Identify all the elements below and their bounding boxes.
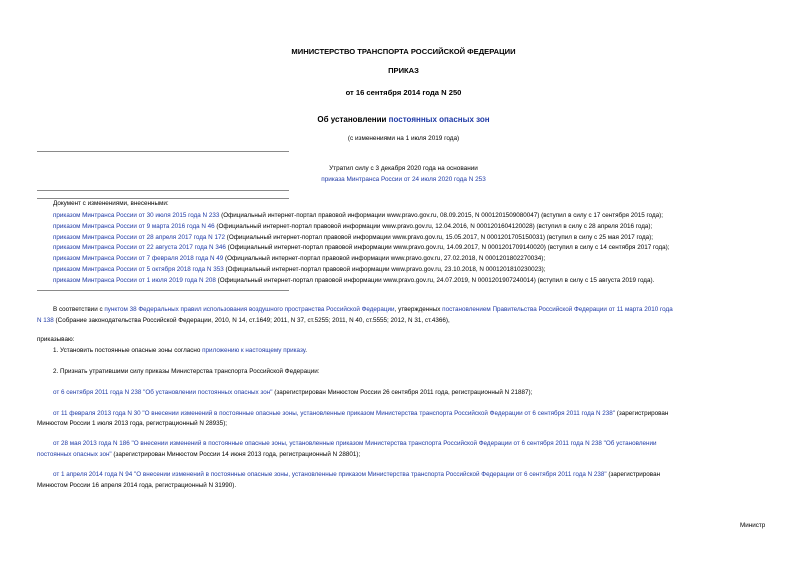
repealed-order-3-cont [37, 450, 360, 459]
change-item [53, 276, 654, 285]
repealed-order-text: (зарегистрирован Минюстом России 14 июня 2013 года, регистрационный N 28801); [111, 451, 361, 458]
revision-note: (с изменениями на 1 июля 2019 года) [347, 135, 460, 142]
change-item [53, 254, 545, 263]
change-item [53, 211, 663, 220]
repealed-order-link[interactable]: от 11 февраля 2013 года N 30 "О внесении изменений в постоянные опасные зоны, установленные приказом Министерства транспорта Российской Федерации от 6 сентября 2011 года N 238" [53, 410, 616, 417]
change-item-text: (Официальный интернет-портал правовой информации www.pravo.gov.ru, 12.04.2016, N 0001201604120028) (вступил в силу с 28 апреля 2016 года); [214, 223, 653, 230]
doc-title-link[interactable]: постоянных опасных зон [388, 115, 490, 124]
government-decree-link-number[interactable]: N 138 [37, 317, 54, 324]
change-item [53, 233, 653, 242]
repealed-order-4-cont: Минюстом России 16 апреля 2014 года, регистрационный N 31990). [37, 482, 237, 489]
preamble-text: В соответствии с [53, 306, 105, 313]
doc-date-number: от 16 сентября 2014 года N 250 [345, 88, 462, 97]
change-item [53, 222, 652, 231]
repealed-order-2 [53, 409, 668, 418]
change-item-text: (Официальный интернет-портал правовой информации www.pravo.gov.ru, 14.09.2017, N 0001201709140020) (вступил в силу с 14 сентября 2017 года); [225, 244, 670, 251]
doc-title [0, 115, 807, 124]
order-item-text: 1. Установить постоянные опасные зоны согласно [53, 347, 203, 354]
change-item-text: (Официальный интернет-портал правовой информации www.pravo.gov.ru, 08.09.2015, N 0001201509080047) (вступил в силу с 17 сентября 2015 года); [219, 212, 664, 219]
order-item-1 [53, 346, 307, 355]
change-item-link[interactable]: приказом Минтранса России от 1 июля 2019 года N 208 [53, 277, 216, 284]
change-item-text: (Официальный интернет-портал правовой информации www.pravo.gov.ru, 15.05.2017, N 0001201705150031) (вступил в силу с 25 мая 2017 года); [224, 234, 653, 241]
separator-line [37, 190, 289, 191]
change-item-text: (Официальный интернет-портал правовой информации www.pravo.gov.ru, 24.07.2019, N 0001201907240014) (вступил в силу с 15 августа 2019 года). [215, 277, 655, 284]
change-item-link[interactable]: приказом Минтранса России от 9 марта 2016 года N 46 [53, 223, 215, 230]
repealed-order-3 [53, 439, 657, 448]
preamble-text: (Собрание законодательства Российской Федерации, 2010, N 14, ст.1649; 2011, N 37, ст.5255; 2011, N 40, ст.5555; 2012, N 31, ст.4366), [53, 317, 450, 324]
change-item-link[interactable]: приказом Минтранса России от 22 августа 2017 года N 346 [53, 244, 226, 251]
repealed-order-1 [53, 388, 532, 397]
change-item-text: (Официальный интернет-портал правовой информации www.pravo.gov.ru, 23.10.2018, N 0001201810230023); [223, 266, 546, 273]
doc-title-text: Об установлении [317, 115, 389, 124]
ministry-title: МИНИСТЕРСТВО ТРАНСПОРТА РОССИЙСКОЙ ФЕДЕРАЦИИ [291, 47, 516, 56]
orders-heading: приказываю: [37, 336, 75, 343]
separator-line [37, 151, 289, 152]
order-item-2: 2. Признать утратившими силу приказы Министерства транспорта Российской Федерации: [53, 368, 320, 375]
change-item-link[interactable]: приказом Минтранса России от 30 июля 2015 года N 233 [53, 212, 220, 219]
preamble-line-2 [37, 316, 450, 325]
changes-intro: Документ с изменениями, внесенными: [53, 200, 169, 207]
change-item [53, 265, 546, 274]
repealed-order-2-cont: Минюстом России 1 июля 2013 года, регистрационный N 28935); [37, 420, 228, 427]
repealed-order-link[interactable]: от 28 мая 2013 года N 186 "О внесении изменений в постоянные опасные зоны, установленные приказом Министерства транспорта Российской Федерации от 6 сентября 2011 года N 238 "Об установлении [53, 440, 657, 447]
order-item-text: . [305, 347, 308, 354]
preamble-text: , утвержденных [394, 306, 443, 313]
government-decree-link[interactable]: постановлением Правительства Российской Федерации от 11 марта 2010 года [442, 306, 673, 313]
repealed-order-text: (зарегистрирован Минюстом России 26 сентября 2011 года, регистрационный N 21887); [272, 389, 533, 396]
change-item-link[interactable]: приказом Минтранса России от 28 апреля 2017 года N 172 [53, 234, 225, 241]
change-item-link[interactable]: приказом Минтранса России от 5 октября 2018 года N 353 [53, 266, 224, 273]
change-item [53, 243, 670, 252]
repealed-order-4 [53, 470, 660, 479]
preamble-line-1 [53, 305, 673, 314]
repeal-order-link[interactable]: приказа Минтранса России от 24 июля 2020 года N 253 [321, 176, 486, 183]
change-item-link[interactable]: приказом Минтранса России от 7 февраля 2018 года N 49 [53, 255, 224, 262]
separator-line [37, 290, 289, 291]
doc-type: ПРИКАЗ [388, 66, 419, 75]
repealed-order-link[interactable]: от 1 апреля 2014 года N 94 "О внесении изменений в постоянные опасные зоны, установленные приказом Министерства транспорта Российской Федерации от 6 сентября 2011 года N 238" [53, 471, 607, 478]
rules-link[interactable]: пунктом 38 Федеральных правил использования воздушного пространства Российской Федерации [104, 306, 395, 313]
signature-title: Министр [740, 522, 766, 529]
repealed-order-text: (зарегистрирован [606, 471, 661, 478]
repealed-order-link[interactable]: постоянных опасных зон" [37, 451, 112, 458]
appendix-link[interactable]: приложению к настоящему приказу [202, 347, 306, 354]
change-item-text: (Официальный интернет-портал правовой информации www.pravo.gov.ru, 27.02.2018, N 0001201802270034); [223, 255, 546, 262]
repealed-order-link[interactable]: от 6 сентября 2011 года N 238 "Об установлении постоянных опасных зон" [53, 389, 273, 396]
repeal-note: Утратил силу с 3 декабря 2020 года на основании [329, 165, 478, 172]
repealed-order-text: (зарегистрирован [615, 410, 669, 417]
